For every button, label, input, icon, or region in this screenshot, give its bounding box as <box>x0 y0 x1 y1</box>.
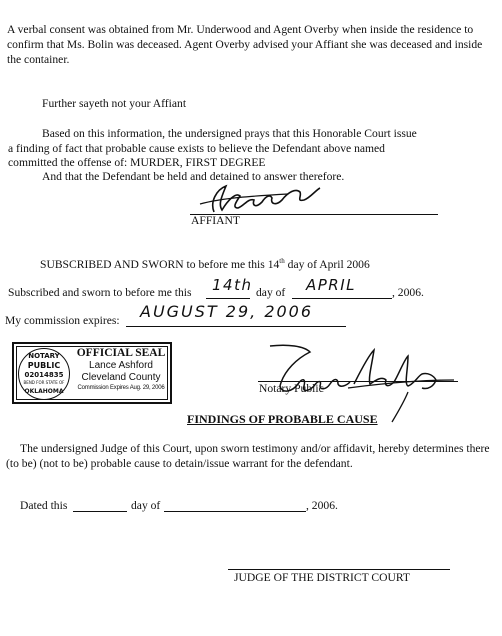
dated-suffix: , 2006. <box>306 499 338 512</box>
subscribed-typed-line <box>40 258 370 272</box>
seal-expires: Commission Expires Aug. 29, 2006 <box>77 385 165 391</box>
seal-circle-bottom: OKLAHOMA <box>24 388 64 395</box>
subscribed-typed-before: SUBSCRIBED AND SWORN to before me this 14 <box>40 258 280 271</box>
judge-label: JUDGE OF THE DISTRICT COURT <box>234 571 411 584</box>
affiant-signature <box>192 182 342 218</box>
dated-month-line <box>164 511 306 512</box>
notary-seal <box>12 342 172 404</box>
affiant-label: AFFIANT <box>191 214 240 227</box>
dated-prefix: Dated this <box>20 499 68 512</box>
consent-paragraph: A verbal consent was obtained from Mr. Underwood and Agent Overby when inside the residence to confirm that Ms. Bolin was deceased. Agent Overby advised your Affiant she was deceased and inside the container. <box>7 23 483 66</box>
subscribed-middle: day of <box>256 286 286 299</box>
commission-value: AUGUST 29, 2006 <box>140 302 314 321</box>
commission-label: My commission expires: <box>5 314 120 327</box>
further-sayeth-line: Further sayeth not your Affiant <box>42 97 187 110</box>
seal-number: 02014835 <box>24 371 64 379</box>
findings-paragraph: The undersigned Judge of this Court, upon sworn testimony and/or affidavit, hereby determines there (to be) (not to be) probable cause to detain/issue warrant for the defendant. <box>6 442 490 470</box>
commission-line <box>126 326 346 327</box>
subscribed-typed-after: day of April 2006 <box>284 258 370 271</box>
subscribed-prefix: Subscribed and sworn to before me this <box>8 286 192 299</box>
prayer-line-3: committed the offense of: MURDER, FIRST DEGREE <box>8 156 266 169</box>
notary-public-label: Notary Public <box>259 382 324 395</box>
prayer-line-2: a finding of fact that probable cause exists to believe the Defendant above named <box>8 142 385 155</box>
seal-county: Cleveland County <box>81 372 161 383</box>
dated-middle: day of <box>131 499 161 512</box>
subscribed-month-value: APRIL <box>306 276 357 294</box>
subscribed-typed-suffix: th <box>279 257 285 266</box>
seal-circle-top: NOTARY <box>28 352 60 360</box>
seal-name: Lance Ashford <box>89 360 153 371</box>
subscribed-day-line <box>206 298 250 299</box>
prayer-line-4: And that the Defendant be held and detained to answer therefore. <box>42 170 345 183</box>
prayer-line-1: Based on this information, the undersigned prays that this Honorable Court issue <box>42 127 417 140</box>
seal-circle-mid: PUBLIC <box>27 361 61 370</box>
notary-stamp-circle <box>18 348 70 400</box>
dated-day-line <box>73 511 127 512</box>
judge-signature-line <box>228 569 450 570</box>
seal-title: OFFICIAL SEAL <box>76 347 166 359</box>
seal-circle-small: BEND FOR STATE OF <box>23 380 65 385</box>
subscribed-month-line <box>292 298 392 299</box>
subscribed-day-value: 14th <box>212 276 253 294</box>
seal-text-block <box>74 347 168 393</box>
subscribed-suffix: , 2006. <box>392 286 424 299</box>
findings-heading: FINDINGS OF PROBABLE CAUSE <box>187 412 378 426</box>
